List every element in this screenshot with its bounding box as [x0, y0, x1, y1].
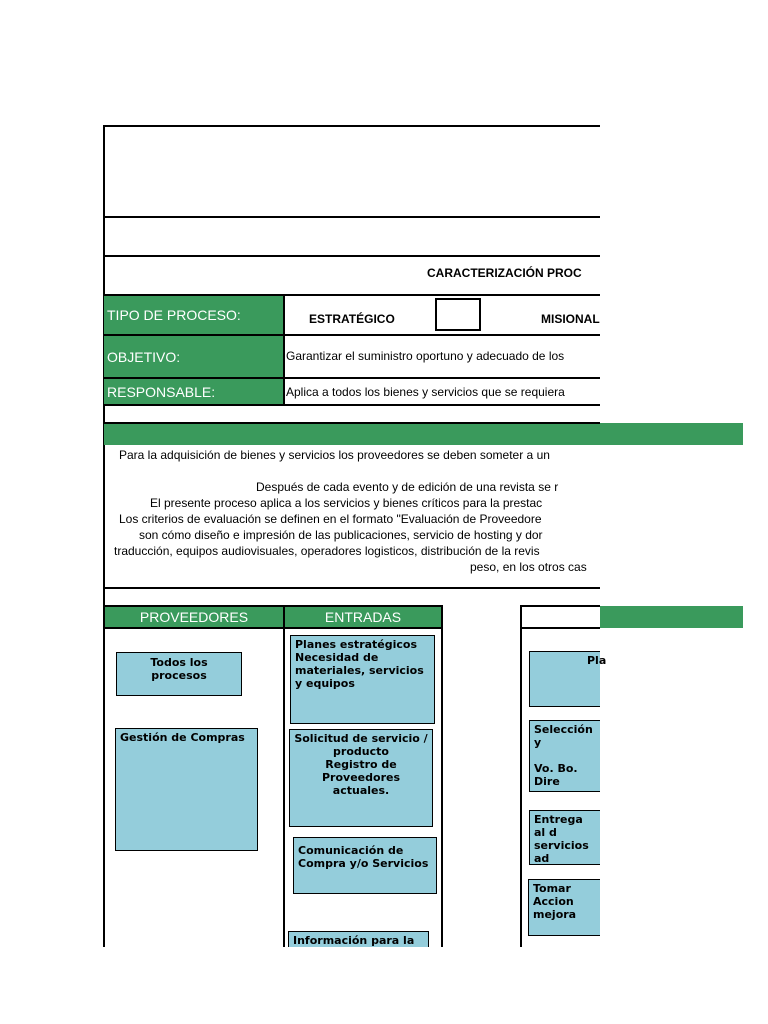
proveedores-header: PROVEEDORES	[103, 605, 285, 629]
entradas-right-border	[441, 605, 443, 947]
row-divider-3	[103, 404, 600, 406]
page-title: CARACTERIZACIÓN PROC	[427, 266, 582, 280]
responsable-text: Aplica a todos los bienes y servicios que se requiera	[286, 385, 565, 399]
proveedores-right-border	[283, 627, 285, 947]
description-bottom-border	[103, 587, 600, 589]
tipo-proceso-label: TIPO DE PROCESO:	[104, 296, 283, 334]
description-line-2: Después de cada evento y de edición de una revista se r	[256, 480, 559, 494]
title-top-divider	[103, 255, 600, 257]
description-line-1: Para la adquisición de bienes y servicios los proveedores se deben someter a un	[119, 448, 550, 462]
section-bar	[104, 423, 743, 445]
proveedor-box-compras: Gestión de Compras	[115, 728, 258, 851]
estrategico-checkbox[interactable]	[435, 298, 481, 331]
description-line-7: peso, en los otros cas	[470, 560, 587, 574]
responsable-label: RESPONSABLE:	[104, 379, 283, 404]
entrada-box-comunicacion: Comunicación de Compra y/o Servicios	[293, 837, 437, 894]
objetivo-label: OBJETIVO:	[104, 336, 283, 377]
description-line-4: Los criterios de evaluación se definen en el formato "Evaluación de Proveedore	[119, 512, 542, 526]
actividad-box-2: Selección y Vo. Bo. Dire	[529, 720, 600, 792]
left-border	[103, 125, 105, 947]
entrada-box-solicitud: Solicitud de servicio / producto Registro de Proveedores actuales.	[289, 729, 433, 827]
description-line-5: son cómo diseño e impresión de las publicaciones, servicio de hosting y dor	[139, 528, 543, 542]
actividades-header-bar	[600, 606, 743, 628]
estrategico-option: ESTRATÉGICO	[309, 312, 395, 326]
description-line-3: El presente proceso aplica a los servicios y bienes críticos para la prestac	[150, 496, 543, 510]
description-line-6: traducción, equipos audiovisuales, operadores logisticos, distribución de la revis	[114, 544, 540, 558]
actividad-box-4: Tomar Accion mejora	[528, 879, 600, 936]
actividades-left-border	[520, 627, 522, 947]
top-border	[103, 125, 600, 127]
entradas-header: ENTRADAS	[283, 605, 443, 629]
actividades-header	[520, 605, 600, 629]
proveedor-box-todos: Todos los procesos	[116, 652, 242, 696]
label-col-divider	[283, 296, 285, 406]
entrada-box-informacion: Información para la	[288, 931, 429, 947]
actividad-box-1: Pla	[529, 651, 600, 707]
header-divider	[103, 216, 600, 218]
actividad-box-3: Entrega al d servicios ad	[529, 810, 600, 865]
section-bar-top	[103, 422, 600, 424]
misional-option: MISIONAL	[541, 312, 600, 326]
entrada-box-planes: Planes estratégicos Necesidad de materiales, servicios y equipos	[290, 635, 435, 724]
objetivo-text: Garantizar el suministro oportuno y adecuado de los	[286, 349, 565, 363]
